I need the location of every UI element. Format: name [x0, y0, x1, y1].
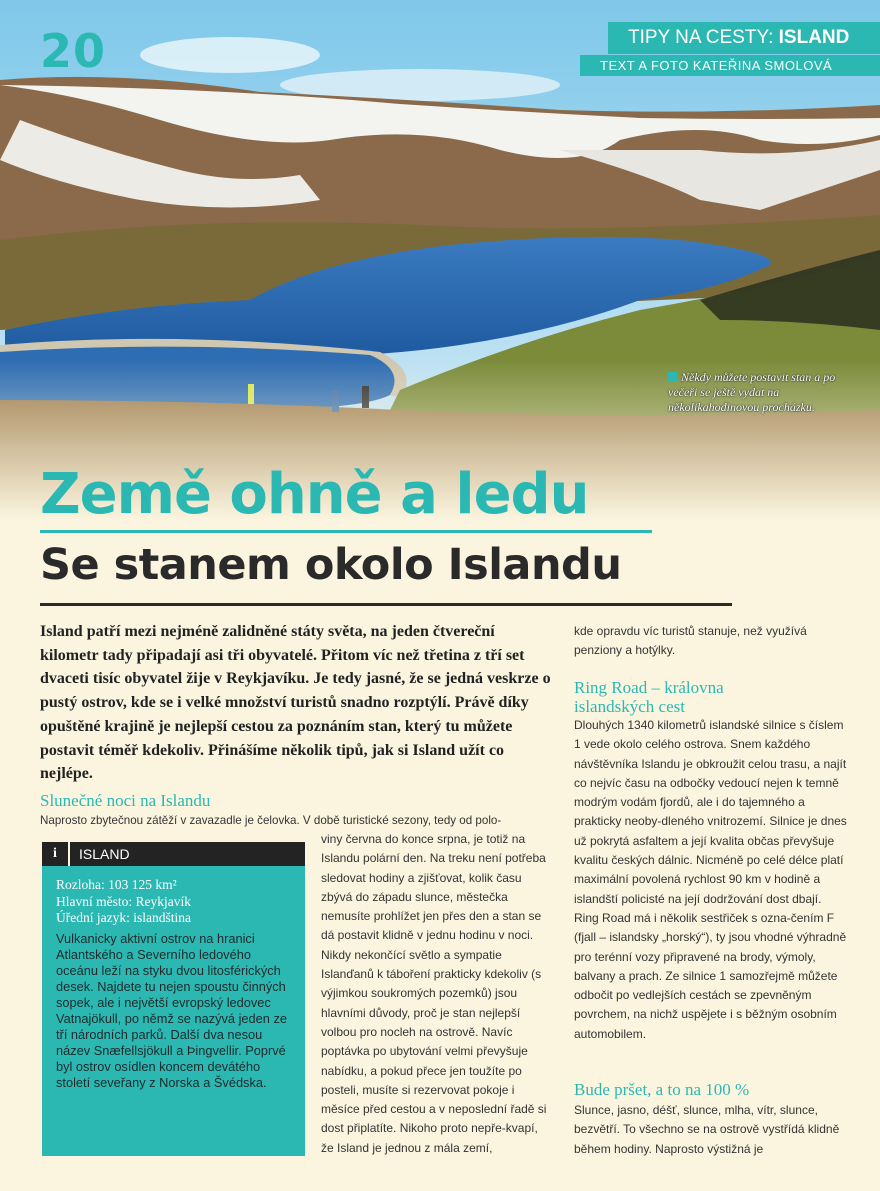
section1-heading: Slunečné noci na Islandu [40, 791, 211, 810]
landscape-photo [0, 0, 880, 520]
info-capital: Hlavní město: Reykjavík [56, 893, 191, 909]
lead-paragraph: Island patří mezi nejméně zalidněné státy světa, na jeden čtvereční kilometr tady připadají asi tři obyvatelé. Přitom víc než třetina z tří set dvaceti tisíc obyvatel žije v Reykjavíku. Je tedy jasné, že se jedná veskrze o pustý ostrov, kde se i velké množství turistů snadno rozptýlí. Právě díky opuštěné krajině je nejlepší cestou za poznáním stan, který tu můžete postavit téměř kdekoliv. Přinášíme několik tipů, jak si Island užít co nejlépe. [40, 623, 551, 783]
section1-intro: Naprosto zbytečnou zátěží v zavazadle je čelovka. V době turistické sezony, tedy od polo- [40, 814, 502, 827]
right-column-intro: kde opravdu víc turistů stanuje, než využívá penziony a hotýlky. [574, 624, 807, 658]
photo-caption-text: Někdy můžete postavit stan a po večeři se ještě vydat na několikahodinovou procházku. [668, 370, 836, 414]
page-number: 20 [40, 24, 107, 78]
section2-text: Dlouhých 1340 kilometrů islandské silnice s číslem 1 vede okolo celého ostrova. Snem každého návštěvníka Islandu je obkroužit celou trasu, a najít co nejvíc času na odbočky vedoucí nejen k temně modrým vodám fjordů, ale i do tajemného a prakticky neoby-dleného vnitrozemí. Silnice je dnes už pokrytá asfaltem a její kvalita občas převyšuje kvalitu českých dálnic. Nicméně po celé délce platí maximální povolená rychlost 90 km v hodině a islandští policisté na její dodržování dost dbají. Ring Road má i několik sestřiček s ozna-čením F (fjall – islandsky „horský“), ty jsou vhodné výhradně pro terénní vozy připravené na brody, výmoly, balvany a prach. Ze silnice 1 samozřejmě můžete odbočit po vedlejších cestách se zpevněným povrchem, na nichž uspějete i s běžným osobním automobilem. [574, 718, 847, 1041]
info-box-header [42, 842, 305, 866]
title-underline [40, 530, 652, 533]
caption-marker-icon [668, 372, 677, 381]
author-credit: TEXT A FOTO KATEŘINA SMOLOVÁ [580, 55, 880, 76]
info-divider [68, 842, 70, 866]
section-tag-prefix: TIPY NA CESTY: [628, 27, 774, 48]
info-box-text: Vulkanicky aktivní ostrov na hranici Atlantského a Severního ledového oceánu leží na styku dvou litosférických desek. Najdete tu nejen spoustu činných sopek, ale i největší evropský ledovec Vatnajökull, po němž se nazývá jeden ze tří národních parků. Další dva nesou název Snæfellsjökull a Þingvellir. Poprvé byl ostrov osídlen koncem devátého století seveřany z Norska a Švédska. [56, 930, 287, 1091]
info-area: Rozloha: 103 125 km² [56, 877, 177, 892]
section-tag-topic: ISLAND [778, 27, 850, 48]
section-tag [608, 22, 880, 54]
photo-caption [668, 370, 853, 415]
info-facts [42, 866, 305, 927]
info-box-title: ISLAND [79, 846, 130, 862]
info-box [42, 842, 305, 1156]
section1-column: viny června do konce srpna, je totiž na Islandu polární den. Na treku není potřeba sledovat hodiny a zjišťovat, kolik času zbývá do západu slunce, městečka nemusíte prohlížet jen přes den a stan se dá postavit klidně v jednu hodinu v noci. Nikdy nekončící světlo a sympatie Islanďanů k táboření prakticky kdekoliv (s výjimkou soukromých pozemků) jsou hlavními důvody, proč je stan nejlepší volbou pro nocleh na ostrově. Navíc poptávka po ubytování velmi převyšuje nabídku, a pokud přece jen toužíte po posteli, musíte si rezervovat pokoje i měsíce před cestou a v neposlední řadě si dost připlatíte. Nikoho proto nepře-kvapí, že Island je jednou z mála zemí, [321, 832, 547, 1155]
section3-heading: Bude pršet, a to na 100 % [574, 1080, 750, 1099]
article-subtitle: Se stanem okolo Islandu [40, 540, 622, 590]
article-title: Země ohně a ledu [40, 462, 589, 527]
section3-text: Slunce, jasno, déšť, slunce, mlha, vítr, slunce, bezvětří. To všechno se na ostrově vystřídá klidně během hodiny. Naprosto výstižná je [574, 1103, 840, 1156]
info-icon: i [53, 846, 57, 861]
section2-heading: Ring Road – královna islandských cest [574, 678, 724, 716]
info-language: Úřední jazyk: islandština [56, 910, 191, 925]
subtitle-underline [40, 603, 732, 606]
